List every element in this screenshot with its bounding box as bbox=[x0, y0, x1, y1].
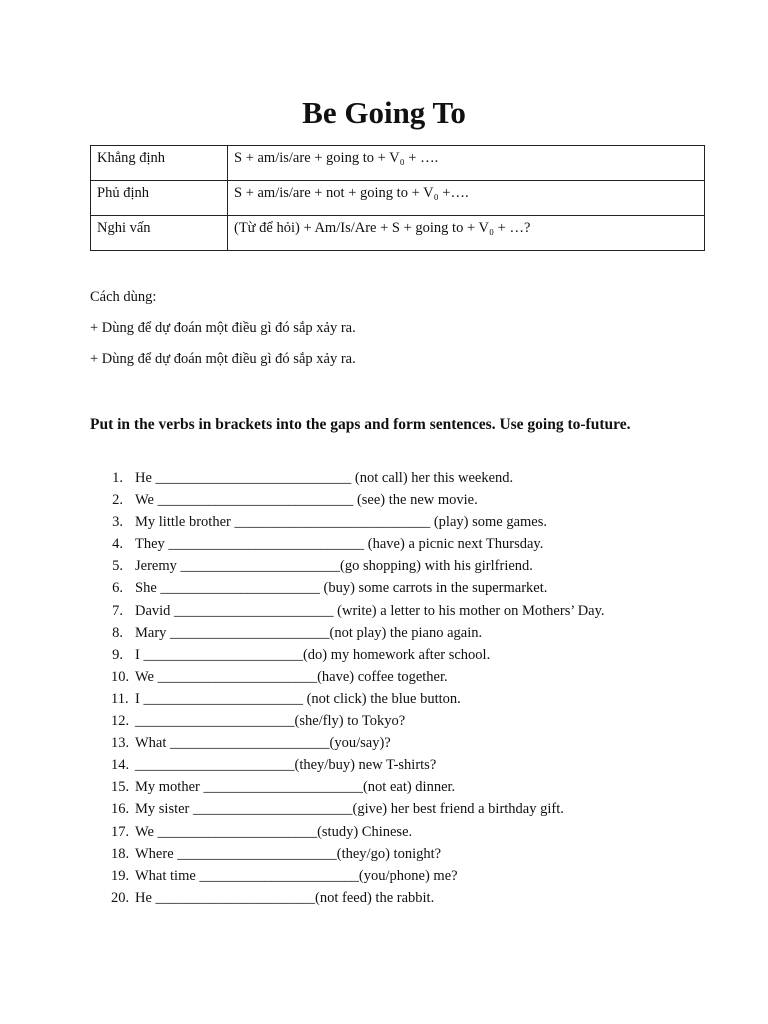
exercise-text: ______________________(they/buy) new T-shirts? bbox=[135, 757, 437, 774]
exercise-number: 5. bbox=[112, 558, 123, 575]
exercise-text: I ______________________ (not click) the blue button. bbox=[135, 690, 461, 707]
table-cell-label: Khẳng định bbox=[91, 146, 228, 181]
exercise-text: We ______________________(study) Chinese. bbox=[135, 823, 413, 840]
exercise-number: 12. bbox=[111, 713, 130, 730]
exercise-text: Mary ______________________(not play) the piano again. bbox=[135, 624, 483, 641]
table-cell-label: Nghi vấn bbox=[91, 216, 228, 251]
exercise-item bbox=[90, 623, 730, 645]
page-title: Be Going To bbox=[302, 95, 466, 130]
exercise-text: My little brother ___________________________ (play) some games. bbox=[135, 514, 547, 531]
exercise-text: My mother ______________________(not eat) dinner. bbox=[135, 779, 456, 796]
exercise-number: 3. bbox=[112, 514, 123, 531]
table-row-affirmative bbox=[91, 146, 705, 181]
exercise-item bbox=[90, 578, 730, 600]
table-row-negative bbox=[91, 181, 705, 216]
exercise-number: 7. bbox=[112, 602, 123, 619]
exercise-text: ______________________(she/fly) to Tokyo? bbox=[135, 713, 406, 730]
exercise-text: Where ______________________(they/go) tonight? bbox=[135, 845, 442, 862]
exercise-text: David ______________________ (write) a letter to his mother on Mothers’ Day. bbox=[135, 602, 605, 619]
exercise-item bbox=[90, 844, 730, 866]
exercise-text: Jeremy ______________________(go shopping) with his girlfriend. bbox=[135, 558, 533, 575]
exercise-number: 15. bbox=[111, 779, 130, 796]
exercise-number: 11. bbox=[111, 690, 129, 707]
exercise-item bbox=[90, 468, 730, 490]
exercise-text: We ___________________________ (see) the new movie. bbox=[135, 492, 478, 509]
exercise-text: What time ______________________(you/phone) me? bbox=[135, 867, 458, 884]
exercise-number: 13. bbox=[111, 735, 130, 752]
exercise-text: My sister ______________________(give) her best friend a birthday gift. bbox=[135, 801, 564, 818]
usage-point: + Dùng để dự đoán một điều gì đó sắp xảy ra. bbox=[90, 351, 356, 367]
exercise-number: 8. bbox=[112, 624, 123, 641]
exercise-item bbox=[90, 866, 730, 888]
exercise-item bbox=[90, 556, 730, 578]
exercise-number: 18. bbox=[111, 845, 130, 862]
exercise-item bbox=[90, 711, 730, 733]
exercise-text: She ______________________ (buy) some carrots in the supermarket. bbox=[135, 580, 548, 597]
exercise-text: What ______________________(you/say)? bbox=[135, 735, 391, 752]
usage-section bbox=[90, 288, 356, 381]
exercise-item bbox=[90, 512, 730, 534]
exercise-number: 17. bbox=[111, 823, 130, 840]
grammar-formula-table bbox=[90, 145, 705, 251]
exercise-item bbox=[90, 777, 730, 799]
exercise-number: 9. bbox=[112, 646, 123, 663]
table-cell-label: Phủ định bbox=[91, 181, 228, 216]
exercise-text: He ___________________________ (not call) her this weekend. bbox=[135, 470, 514, 486]
exercise-number: 2. bbox=[112, 492, 123, 509]
exercise-text: I ______________________(do) my homework after school. bbox=[135, 646, 491, 663]
table-cell-formula: S + am/is/are + going to + V₀ + …. bbox=[228, 146, 705, 181]
exercise-number: 16. bbox=[111, 801, 130, 818]
exercise-item bbox=[90, 888, 730, 910]
exercise-text: They ___________________________ (have) a picnic next Thursday. bbox=[135, 536, 544, 553]
exercise-number: 14. bbox=[111, 757, 130, 774]
exercise-list bbox=[90, 468, 730, 910]
usage-point: + Dùng để dự đoán một điều gì đó sắp xảy ra. bbox=[90, 320, 356, 336]
exercise-number: 19. bbox=[111, 867, 130, 884]
table-row-interrogative bbox=[91, 216, 705, 251]
exercise-number: 20. bbox=[111, 889, 130, 906]
table-cell-formula: (Từ để hỏi) + Am/Is/Are + S + going to + V₀ + …? bbox=[228, 216, 705, 251]
exercise-item bbox=[90, 534, 730, 556]
exercise-number: 1. bbox=[112, 470, 123, 486]
exercise-number: 10. bbox=[111, 668, 130, 685]
exercise-item bbox=[90, 755, 730, 777]
exercise-instruction: Put in the verbs in brackets into the gaps and form sentences. Use going to-future. bbox=[90, 416, 631, 433]
exercise-text: He ______________________(not feed) the rabbit. bbox=[135, 889, 435, 906]
exercise-item bbox=[90, 689, 730, 711]
exercise-text: We ______________________(have) coffee together. bbox=[135, 668, 448, 685]
exercise-item bbox=[90, 667, 730, 689]
exercise-item bbox=[90, 601, 730, 623]
exercise-item bbox=[90, 822, 730, 844]
exercise-item bbox=[90, 733, 730, 755]
exercise-item bbox=[90, 490, 730, 512]
exercise-item bbox=[90, 645, 730, 667]
exercise-number: 4. bbox=[112, 536, 123, 553]
usage-heading: Cách dùng: bbox=[90, 289, 157, 305]
exercise-number: 6. bbox=[112, 580, 123, 597]
exercise-item bbox=[90, 799, 730, 821]
table-cell-formula: S + am/is/are + not + going to + V₀ +…. bbox=[228, 181, 705, 216]
